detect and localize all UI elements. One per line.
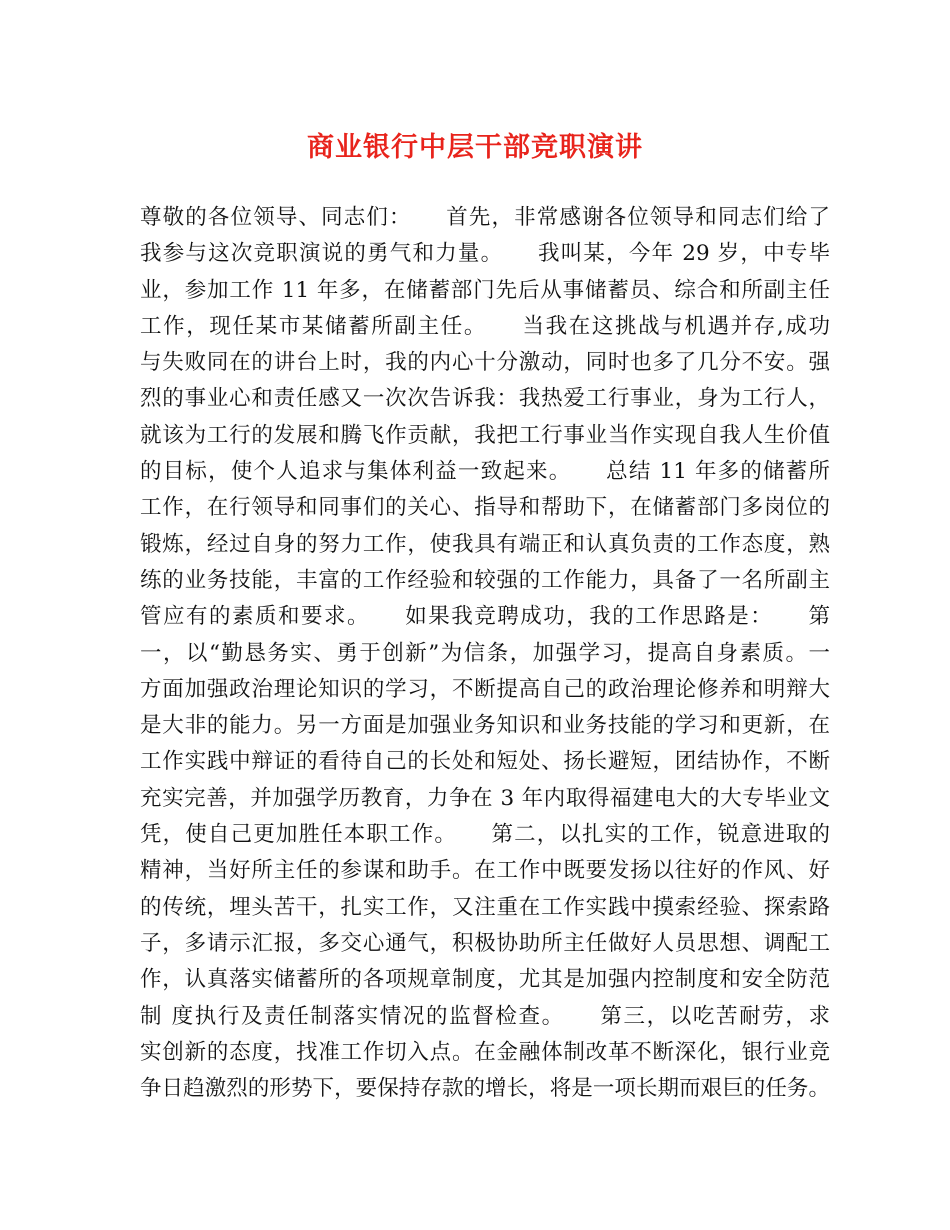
body-line: 业，参加工作 11 年多，在储蓄部门先后从事储蓄员、综合和所副主任 — [140, 277, 830, 303]
body-line: 工作，现任某市某储蓄所副主任。 当我在这挑战与机遇并存,成功 — [140, 313, 830, 339]
body-line: 我参与这次竞职演说的勇气和力量。 我叫某，今年 29 岁，中专毕 — [140, 241, 830, 267]
body-line: 精神，当好所主任的参谋和助手。在工作中既要发扬以往好的作风、好 — [140, 858, 830, 884]
body-line: 工作，在行领导和同事们的关心、指导和帮助下，在储蓄部门多岗位的 — [140, 495, 830, 521]
body-line: 就该为工行的发展和腾飞作贡献，我把工行事业当作实现自我人生价值 — [140, 422, 830, 448]
document-title: 商业银行中层干部竞职演讲 — [307, 132, 643, 163]
body-line: 制 度执行及责任制落实情况的监督检查。 第三，以吃苦耐劳，求 — [140, 1003, 830, 1029]
body-line: 充实完善，并加强学历教育，力争在 3 年内取得福建电大的大专毕业文 — [140, 785, 830, 811]
body-line: 作，认真落实储蓄所的各项规章制度，尤其是加强内控制度和安全防范 — [140, 967, 830, 993]
body-line: 练的业务技能，丰富的工作经验和较强的工作能力，具备了一名所副主 — [140, 567, 830, 593]
body-line: 方面加强政治理论知识的学习，不断提高自己的政治理论修养和明辩大 — [140, 676, 830, 702]
body-line: 尊敬的各位领导、同志们： 首先，非常感谢各位领导和同志们给了 — [140, 205, 830, 230]
body-line: 的传统，埋头苦干，扎实工作，又注重在工作实践中摸索经验、探索路 — [140, 894, 830, 920]
body-line: 是大非的能力。另一方面是加强业务知识和业务技能的学习和更新，在 — [140, 713, 830, 739]
body-line: 争日趋激烈的形势下，要保持存款的增长，将是一项长期而艰巨的任务。 — [140, 1076, 830, 1102]
body-line: 烈的事业心和责任感又一次次告诉我：我热爱工行事业，身为工行人， — [140, 386, 830, 412]
document-body — [140, 200, 830, 1107]
body-line: 一，以“勤恳务实、勇于创新”为信条，加强学习，提高自身素质。一 — [140, 640, 830, 666]
body-line: 的目标，使个人追求与集体利益一致起来。 总结 11 年多的储蓄所 — [140, 459, 830, 485]
body-line: 管应有的素质和要求。 如果我竞聘成功，我的工作思路是： 第 — [140, 604, 830, 630]
body-line: 工作实践中辩证的看待自己的长处和短处、扬长避短，团结协作，不断 — [140, 749, 830, 775]
body-line: 子，多请示汇报，多交心通气，积极协助所主任做好人员思想、调配工 — [140, 930, 830, 956]
body-line: 凭，使自己更加胜任本职工作。 第二，以扎实的工作，锐意进取的 — [140, 822, 830, 848]
body-line: 实创新的态度，找准工作切入点。在金融体制改革不断深化，银行业竞 — [140, 1039, 830, 1065]
body-line: 与失败同在的讲台上时，我的内心十分激动，同时也多了几分不安。强 — [140, 350, 830, 376]
body-line: 锻炼，经过自身的努力工作，使我具有端正和认真负责的工作态度，熟 — [140, 531, 830, 557]
